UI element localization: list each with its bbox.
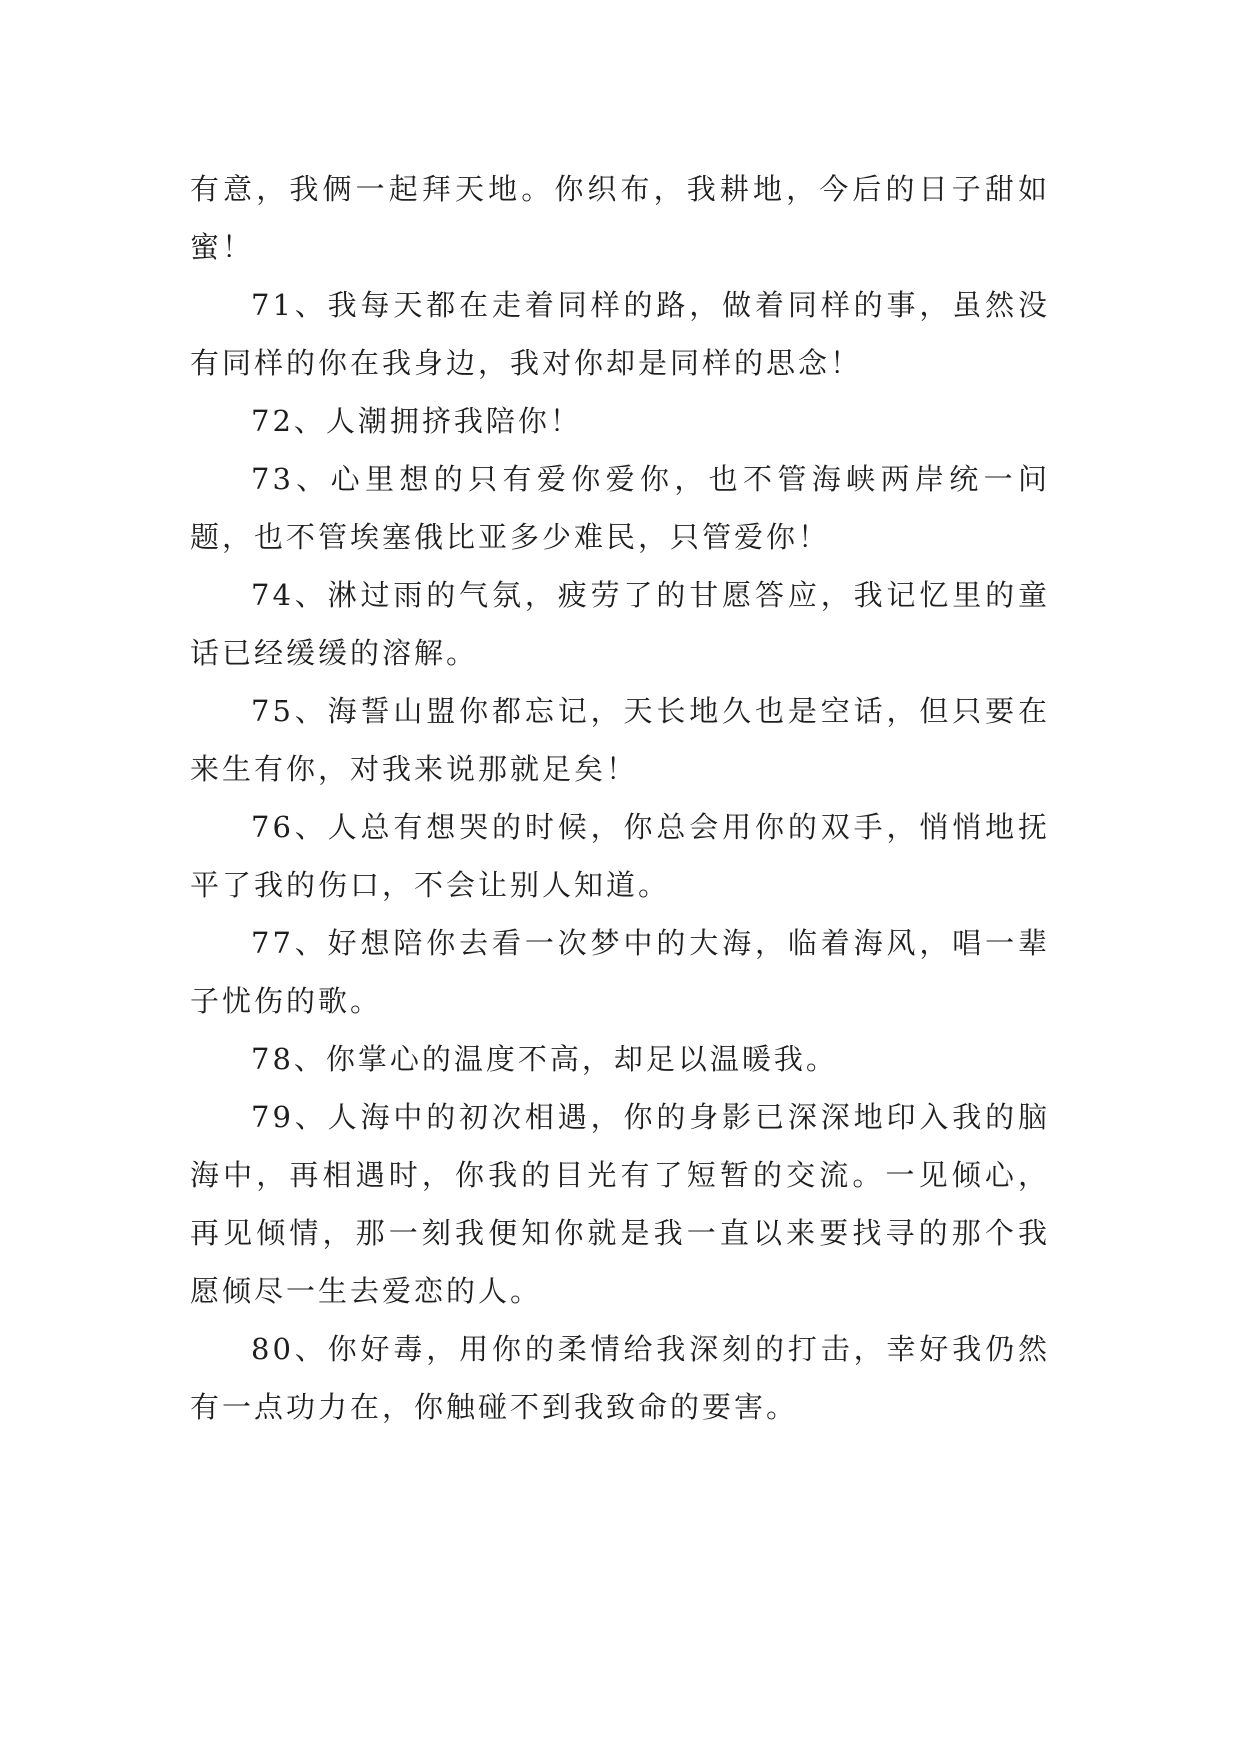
paragraph-78: 78、你掌心的温度不高，却足以温暖我。 — [251, 1042, 838, 1076]
paragraph-75: 75、海誓山盟你都忘记，天长地久也是空话，但只要在来生有你，对我来说那就足矣！ — [190, 694, 1050, 786]
document-body — [190, 160, 1050, 1436]
paragraph-80: 80、你好毒，用你的柔情给我深刻的打击，幸好我仍然有一点功力在，你触碰不到我致命的要害。 — [190, 1332, 1050, 1424]
paragraph-79: 79、人海中的初次相遇，你的身影已深深地印入我的脑海中，再相遇时，你我的目光有了短暂的交流。一见倾心，再见倾情，那一刻我便知你就是我一直以来要找寻的那个我愿倾尽一生去爱恋的人。 — [190, 1100, 1050, 1308]
paragraph-71: 71、我每天都在走着同样的路，做着同样的事，虽然没有同样的你在我身边，我对你却是同样的思念！ — [190, 288, 1050, 380]
paragraph-continuation: 有意，我俩一起拜天地。你织布，我耕地，今后的日子甜如蜜！ — [190, 172, 1050, 264]
paragraph-74: 74、淋过雨的气氛，疲劳了的甘愿答应，我记忆里的童话已经缓缓的溶解。 — [190, 578, 1050, 670]
paragraph-76: 76、人总有想哭的时候，你总会用你的双手，悄悄地抚平了我的伤口，不会让别人知道。 — [190, 810, 1050, 902]
paragraph-72: 72、人潮拥挤我陪你！ — [251, 404, 582, 438]
paragraph-77: 77、好想陪你去看一次梦中的大海，临着海风，唱一辈子忧伤的歌。 — [190, 926, 1050, 1018]
paragraph-73: 73、心里想的只有爱你爱你，也不管海峡两岸统一问题，也不管埃塞俄比亚多少难民，只管爱你！ — [190, 462, 1050, 554]
